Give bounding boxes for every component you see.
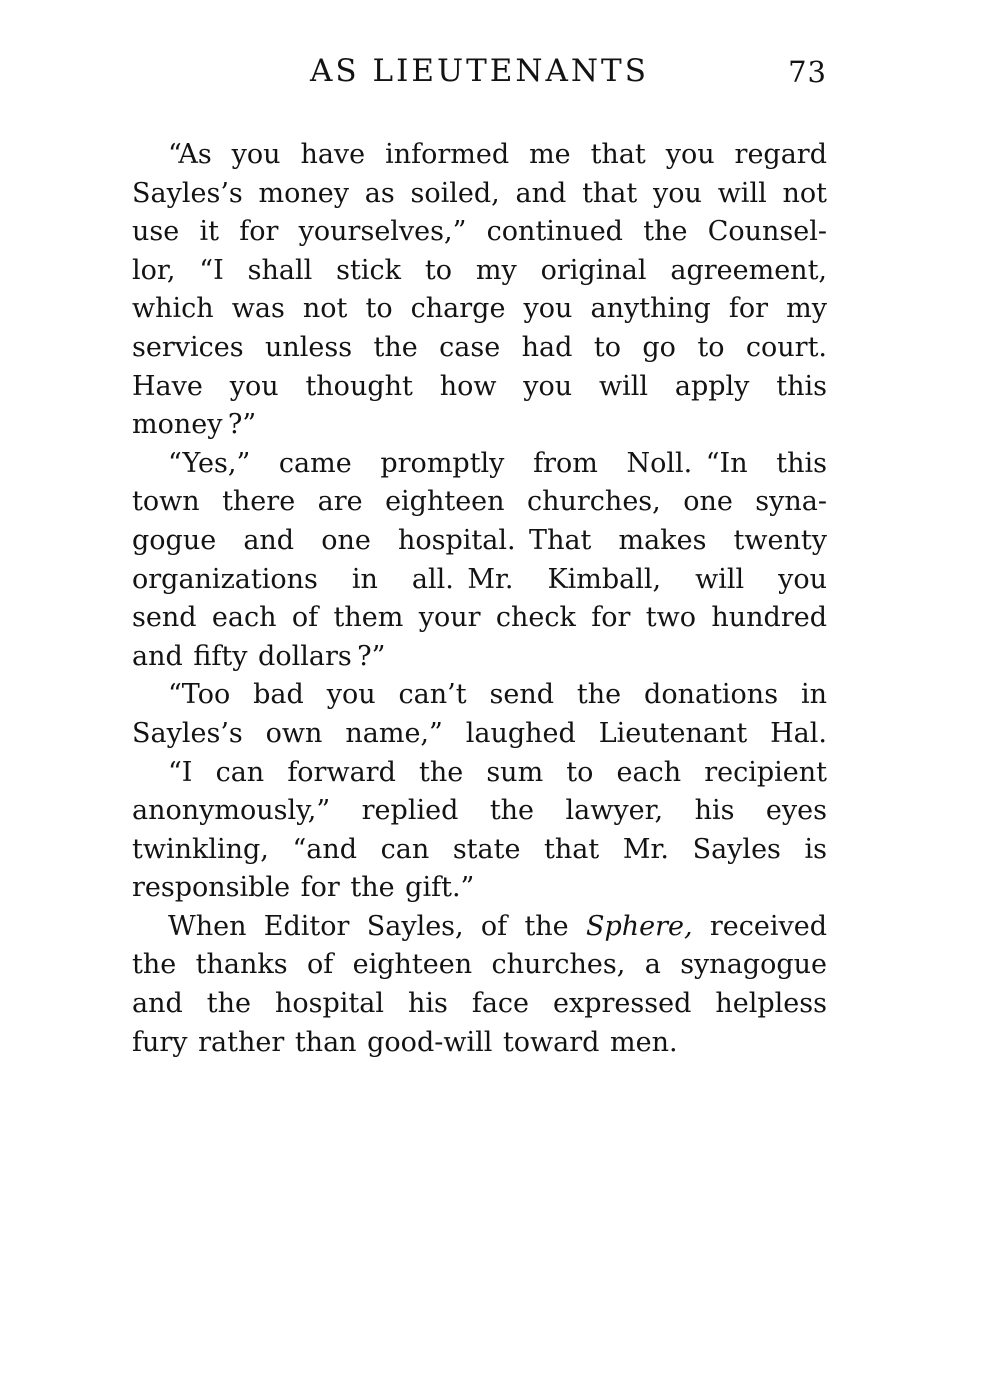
text-line bbox=[132, 329, 827, 368]
text-segment: anonymously,” replied the lawyer, his eyes bbox=[132, 795, 827, 827]
text-segment: town there are eighteen churches, one syna- bbox=[132, 486, 827, 518]
text-line bbox=[132, 1024, 827, 1063]
text-segment: use it for yourselves,” continued the Counsel- bbox=[132, 216, 827, 248]
text-line bbox=[132, 483, 827, 522]
italic-text: Sphere, bbox=[585, 910, 693, 942]
text-segment: the thanks of eighteen churches, a synagogue bbox=[132, 949, 827, 981]
text-line bbox=[132, 561, 827, 600]
text-segment: “As you have informed me that you regard bbox=[168, 139, 827, 170]
text-line bbox=[132, 638, 827, 677]
page-header bbox=[132, 53, 827, 93]
text-segment: twinkling, “and can state that Mr. Sayles is bbox=[132, 833, 827, 865]
text-line bbox=[132, 754, 827, 793]
page-number: 73 bbox=[788, 55, 827, 89]
text-line bbox=[132, 175, 827, 214]
text-segment: fury rather than good-will toward men. bbox=[132, 1026, 678, 1058]
text-line bbox=[132, 715, 827, 754]
text-line bbox=[132, 136, 827, 175]
text-segment: send each of them your check for two hundred bbox=[132, 602, 827, 634]
text-line bbox=[132, 290, 827, 329]
text-segment: responsible for the gift.” bbox=[132, 872, 475, 904]
page-body bbox=[132, 136, 827, 1062]
text-segment: Have you thought how you will apply this bbox=[132, 370, 827, 402]
text-segment: “I can forward the sum to each recipient bbox=[168, 756, 827, 788]
text-line bbox=[132, 676, 827, 715]
text-segment: which was not to charge you anything for my bbox=[132, 293, 827, 325]
text-line bbox=[132, 445, 827, 484]
text-segment: “Yes,” came promptly from Noll. “In this bbox=[168, 447, 827, 479]
text-segment: lor, “I shall stick to my original agreement, bbox=[132, 254, 827, 286]
text-segment: organizations in all. Mr. Kimball, will you bbox=[132, 563, 827, 595]
text-segment: and the hospital his face expressed helpless bbox=[132, 988, 827, 1020]
text-line bbox=[132, 792, 827, 831]
text-line bbox=[132, 252, 827, 291]
text-line bbox=[132, 406, 827, 445]
text-segment: money ?” bbox=[132, 409, 257, 441]
text-segment: and fifty dollars ?” bbox=[132, 640, 386, 672]
text-line bbox=[132, 985, 827, 1024]
text-line bbox=[132, 831, 827, 870]
text-line bbox=[132, 599, 827, 638]
text-segment: “Too bad you can’t send the donations in bbox=[168, 679, 827, 711]
text-segment: services unless the case had to go to court. bbox=[132, 331, 827, 363]
running-head-title: AS LIEUTENANTS bbox=[310, 53, 649, 89]
text-segment: received bbox=[692, 910, 827, 942]
text-line bbox=[132, 368, 827, 407]
text-segment: Sayles’s own name,” laughed Lieutenant Hal. bbox=[132, 717, 827, 749]
text-segment: Sayles’s money as soiled, and that you will not bbox=[132, 177, 827, 209]
text-line bbox=[132, 908, 827, 947]
text-line bbox=[132, 522, 827, 561]
text-segment: gogue and one hospital. That makes twenty bbox=[132, 524, 827, 556]
text-segment: When Editor Sayles, of the bbox=[168, 910, 586, 942]
text-line bbox=[132, 869, 827, 908]
text-line bbox=[132, 946, 827, 985]
text-line bbox=[132, 213, 827, 252]
